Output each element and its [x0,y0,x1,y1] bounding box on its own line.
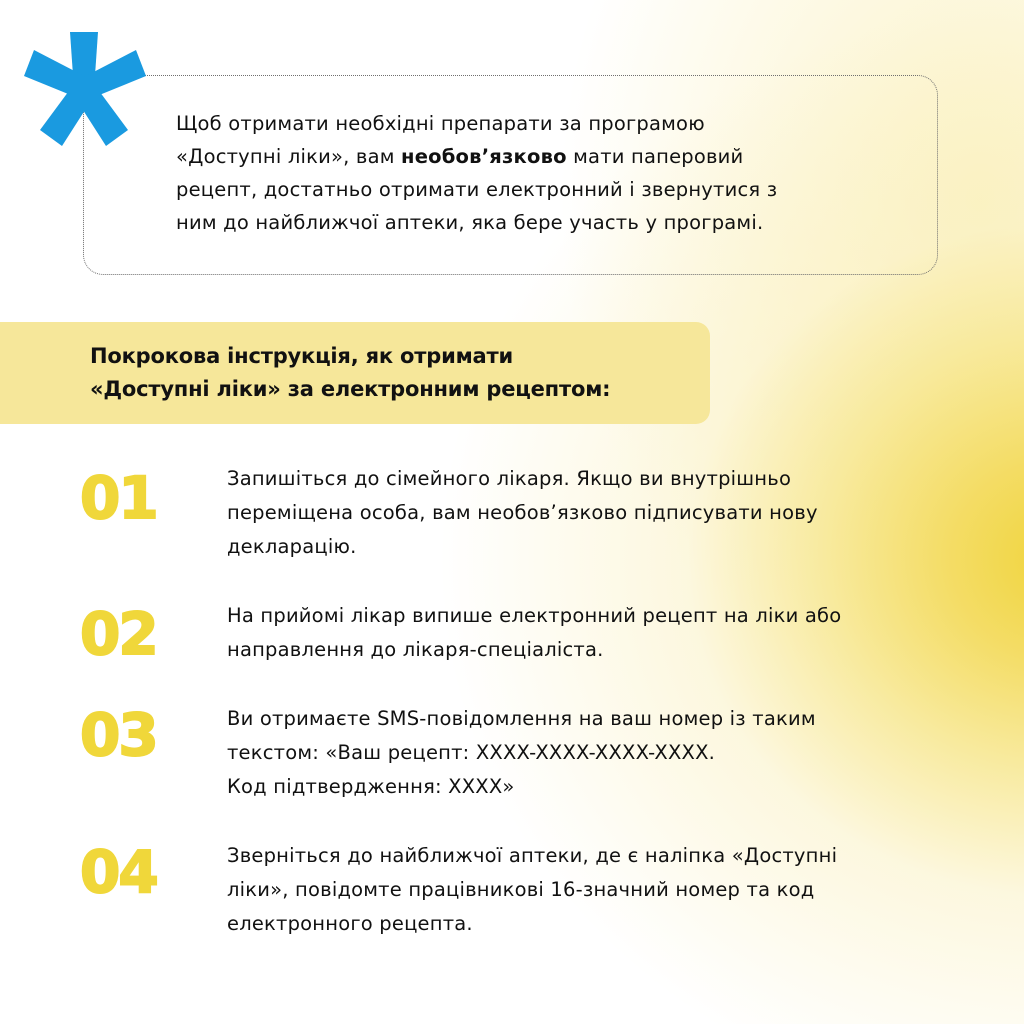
intro-line-1: Щоб отримати необхідні препарати за програмою [176,112,705,135]
step-text [227,839,947,941]
step-text [227,462,947,564]
step-number: 01 [80,464,157,532]
intro-line-4: ним до найближчої аптеки, яка бере участь у програмі. [176,211,764,234]
intro-line-2-suffix: мати паперовий [566,145,744,168]
intro-line-2 [176,140,896,173]
intro-line-2-prefix: «Доступні ліки», вам [176,145,402,168]
section-heading [90,340,700,406]
intro-emphasis: необов’язково [401,145,567,168]
step-number: 02 [80,600,157,668]
heading-line-2: «Доступні ліки» за електронним рецептом: [90,377,611,401]
step-line: На прийомі лікар випише електронний рецепт на ліки або [227,604,842,627]
step-line: Запишіться до сімейного лікаря. Якщо ви внутрішньо [227,467,792,490]
step-line: декларацію. [227,535,357,558]
step-line: електронного рецепта. [227,912,473,935]
asterisk-icon [22,30,148,148]
step-text [227,599,947,667]
step-text [227,702,947,804]
step-line: Ви отримаєте SMS-повідомлення на ваш номер із таким [227,707,816,730]
step-line: Зверніться до найближчої аптеки, де є наліпка «Доступні [227,844,838,867]
step-number: 04 [80,838,157,906]
step-number: 03 [80,701,157,769]
intro-line-3: рецепт, достатньо отримати електронний і звернутися з [176,178,778,201]
intro-paragraph [176,107,896,239]
heading-line-1: Покрокова інструкція, як отримати [90,344,514,368]
step-line: направлення до лікаря-спеціаліста. [227,638,604,661]
step-line: ліки», повідомте працівникові 16-значний номер та код [227,878,815,901]
step-line: Код підтвердження: XXXX» [227,775,515,798]
step-line: переміщена особа, вам необов’язково підписувати нову [227,501,818,524]
step-line: текстом: «Ваш рецепт: XXXX-XXXX-XXXX-XXXX. [227,741,716,764]
